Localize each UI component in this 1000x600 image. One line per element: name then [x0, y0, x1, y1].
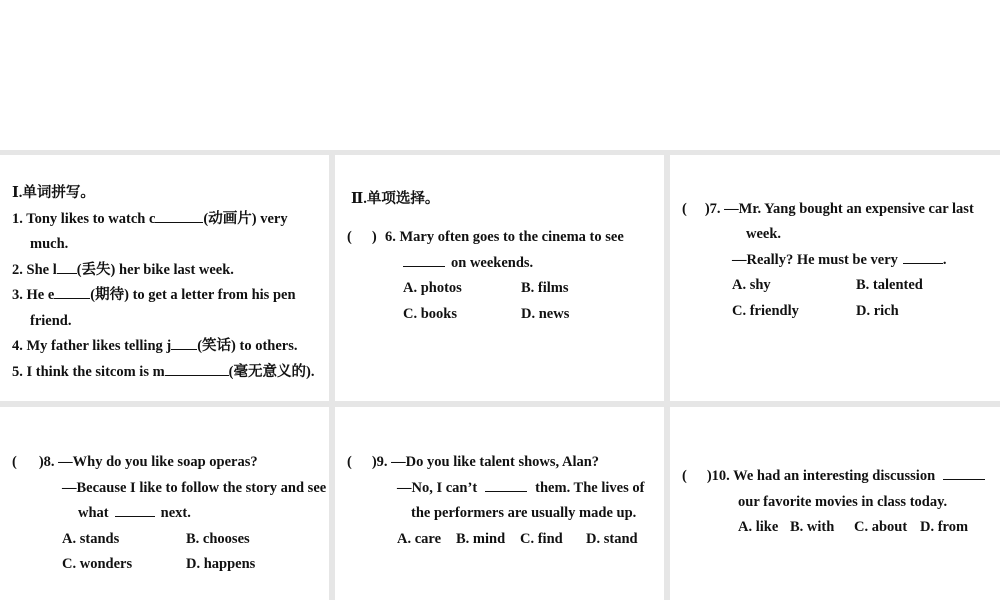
q6-option-b[interactable]: B. films [521, 280, 569, 296]
q6-option-a[interactable]: A. photos [403, 280, 462, 296]
multiple-choice-panel-5 [670, 407, 1000, 600]
q5-hint: (毫无意义的). [228, 364, 315, 380]
q3-blank[interactable] [54, 284, 90, 299]
q7-open-paren[interactable]: ( [682, 201, 687, 217]
q9-continuation: the performers are usually made up. [411, 505, 637, 521]
q7-option-d[interactable]: D. rich [856, 303, 899, 319]
q10-text: )10. We had an interesting discussion [706, 468, 936, 484]
q10-blank[interactable] [943, 465, 985, 480]
q3-hint: (期待) to get a letter from his pen [90, 287, 296, 303]
q9-option-d[interactable]: D. stand [586, 531, 638, 547]
q8-text: )8. —Why do you like soap operas? [38, 454, 258, 470]
question-1 [12, 207, 288, 233]
q7-option-c[interactable]: C. friendly [732, 303, 799, 319]
q9-option-c[interactable]: C. find [520, 531, 563, 547]
q8-line-1 [12, 450, 258, 476]
q6-continuation: on weekends. [451, 255, 534, 271]
q7-line-1 [682, 197, 974, 223]
q4-text: 4. My father likes telling j [12, 338, 172, 354]
q7-period: . [942, 252, 947, 268]
q10-option-d[interactable]: D. from [920, 519, 969, 535]
q7-blank[interactable] [903, 249, 943, 264]
question-4 [12, 334, 298, 360]
q8-line-3 [78, 501, 191, 527]
q7-option-a[interactable]: A. shy [732, 277, 771, 293]
multiple-choice-panel-2 [670, 155, 1000, 401]
q8-open-paren[interactable]: ( [12, 454, 17, 470]
q6-line-2 [403, 251, 533, 277]
q10-option-c[interactable]: C. about [854, 519, 908, 535]
spelling-panel [0, 155, 329, 401]
section-title: Ⅰ.单词拼写。 [12, 185, 95, 201]
question-5 [12, 360, 314, 386]
q10-option-a[interactable]: A. like [738, 519, 779, 535]
q10-option-b[interactable]: B. with [790, 519, 835, 535]
q1-hint: (动画片) very [203, 211, 288, 227]
q7-option-b[interactable]: B. talented [856, 277, 923, 293]
multiple-choice-panel-3 [0, 407, 329, 600]
q7-reply: —Really? He must be very [732, 252, 898, 268]
q9-text: )9. —Do you like talent shows, Alan? [371, 454, 600, 470]
question-3 [12, 283, 296, 309]
q6-option-c[interactable]: C. books [403, 306, 457, 322]
q6-open-paren: ( [347, 229, 352, 245]
q8-blank[interactable] [115, 502, 155, 517]
q6-text: 6. Mary often goes to the cinema to see [385, 229, 624, 245]
q9-line-1 [347, 450, 599, 476]
q6-close-paren: ) [371, 229, 377, 245]
q8-reply: —Because I like to follow the story and see [62, 480, 327, 496]
q6-option-d[interactable]: D. news [521, 306, 570, 322]
q3-continuation: friend. [30, 313, 72, 329]
q10-open-paren[interactable]: ( [682, 468, 687, 484]
q2-text: 2. She l [12, 262, 57, 278]
q4-hint: (笑话) to others. [197, 338, 298, 354]
q9-reply: —No, I can’t [397, 480, 478, 496]
q2-hint: (丢失) her bike last week. [76, 262, 234, 278]
q7-continuation: week. [746, 226, 782, 242]
q8-what: what [78, 505, 109, 521]
multiple-choice-panel-4 [335, 407, 664, 600]
q7-line-3 [732, 248, 947, 274]
q1-continuation: much. [30, 236, 69, 252]
q8-next: next. [160, 505, 191, 521]
question-2 [12, 258, 234, 284]
q6-blank[interactable] [403, 252, 445, 267]
q2-blank[interactable] [57, 259, 77, 274]
q8-option-c[interactable]: C. wonders [62, 556, 133, 572]
q9-option-b[interactable]: B. mind [456, 531, 506, 547]
q10-line-1 [682, 464, 985, 490]
q7-text: )7. —Mr. Yang bought an expensive car last [704, 201, 974, 217]
q6-answer-paren[interactable] [347, 225, 377, 251]
q8-option-d[interactable]: D. happens [186, 556, 256, 572]
q10-continuation: our favorite movies in class today. [738, 494, 948, 510]
q9-blank[interactable] [485, 477, 527, 492]
q4-blank[interactable] [171, 335, 197, 350]
q9-line-2 [397, 476, 644, 502]
q1-text: 1. Tony likes to watch c [12, 211, 156, 227]
q1-blank[interactable] [155, 208, 203, 223]
q9-open-paren[interactable]: ( [347, 454, 352, 470]
q5-blank[interactable] [165, 361, 229, 376]
multiple-choice-panel-1 [335, 155, 664, 401]
section-title: Ⅱ.单项选择。 [351, 191, 440, 207]
q3-text: 3. He e [12, 287, 55, 303]
q8-option-b[interactable]: B. chooses [186, 531, 250, 547]
q5-text: 5. I think the sitcom is m [12, 364, 165, 380]
q9-option-a[interactable]: A. care [397, 531, 442, 547]
q8-option-a[interactable]: A. stands [62, 531, 120, 547]
q9-reply-cont: them. The lives of [535, 480, 645, 496]
